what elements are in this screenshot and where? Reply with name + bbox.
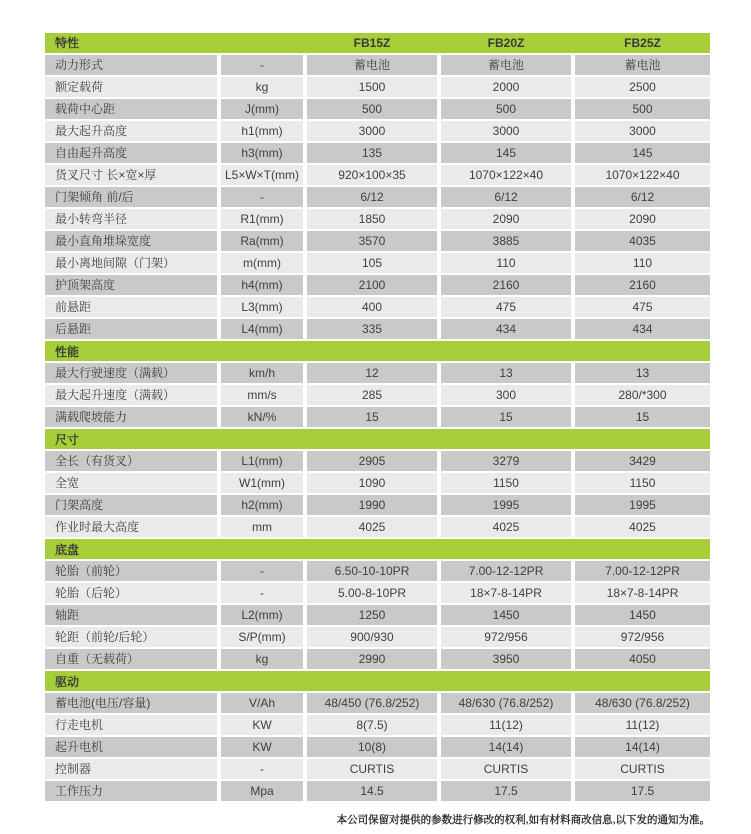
spec-value: 4025 xyxy=(307,517,437,537)
spec-value: 1150 xyxy=(575,473,710,493)
spec-unit: m(mm) xyxy=(221,253,303,273)
spec-unit: KW xyxy=(221,737,303,757)
spec-label: 最大起升高度 xyxy=(45,121,217,141)
spec-value: 2160 xyxy=(441,275,571,295)
table-row xyxy=(45,143,710,163)
spec-label: 最大行驶速度（满载） xyxy=(45,363,217,383)
spec-value: 1995 xyxy=(575,495,710,515)
table-row xyxy=(45,407,710,427)
spec-value: 17.5 xyxy=(575,781,710,801)
spec-unit: Mpa xyxy=(221,781,303,801)
spec-value: 2090 xyxy=(441,209,571,229)
spec-value: 500 xyxy=(575,99,710,119)
spec-value: 15 xyxy=(575,407,710,427)
spec-value: 7.00-12-12PR xyxy=(441,561,571,581)
spec-value: 145 xyxy=(575,143,710,163)
section-header-row: 驱动 xyxy=(45,671,710,691)
spec-unit: V/Ah xyxy=(221,693,303,713)
spec-value: 280/*300 xyxy=(575,385,710,405)
spec-value: 14(14) xyxy=(575,737,710,757)
spec-label: 蓄电池(电压/容量) xyxy=(45,693,217,713)
table-row xyxy=(45,231,710,251)
spec-unit: - xyxy=(221,583,303,603)
spec-value: 3885 xyxy=(441,231,571,251)
spec-value: 1070×122×40 xyxy=(575,165,710,185)
spec-value: 13 xyxy=(441,363,571,383)
spec-value: 972/956 xyxy=(441,627,571,647)
spec-unit: - xyxy=(221,55,303,75)
table-row xyxy=(45,363,710,383)
spec-unit: L3(mm) xyxy=(221,297,303,317)
spec-value: 1150 xyxy=(441,473,571,493)
spec-value: 1250 xyxy=(307,605,437,625)
spec-value: 6/12 xyxy=(307,187,437,207)
table-body xyxy=(45,55,710,801)
spec-label: 行走电机 xyxy=(45,715,217,735)
spec-label: 额定载荷 xyxy=(45,77,217,97)
spec-value: 3000 xyxy=(575,121,710,141)
spec-value: 15 xyxy=(307,407,437,427)
spec-value: 920×100×35 xyxy=(307,165,437,185)
spec-value: 蓄电池 xyxy=(307,55,437,75)
spec-label: 最小转弯半径 xyxy=(45,209,217,229)
table-row xyxy=(45,121,710,141)
table-row xyxy=(45,99,710,119)
spec-unit: J(mm) xyxy=(221,99,303,119)
spec-value: 900/930 xyxy=(307,627,437,647)
spec-value: CURTIS xyxy=(307,759,437,779)
table-row xyxy=(45,187,710,207)
spec-unit: KW xyxy=(221,715,303,735)
spec-label: 最小离地间隙（门架） xyxy=(45,253,217,273)
header-model-fb25z: FB25Z xyxy=(624,36,661,50)
spec-value: 105 xyxy=(307,253,437,273)
spec-label: 自由起升高度 xyxy=(45,143,217,163)
table-row xyxy=(45,473,710,493)
spec-unit: km/h xyxy=(221,363,303,383)
spec-value: 285 xyxy=(307,385,437,405)
spec-value: 2100 xyxy=(307,275,437,295)
spec-value: 500 xyxy=(307,99,437,119)
spec-value: 6/12 xyxy=(441,187,571,207)
spec-value: 18×7-8-14PR xyxy=(575,583,710,603)
spec-value: 6/12 xyxy=(575,187,710,207)
spec-unit: - xyxy=(221,187,303,207)
spec-value: 2990 xyxy=(307,649,437,669)
spec-label: 最小直角堆垛宽度 xyxy=(45,231,217,251)
table-row xyxy=(45,649,710,669)
spec-value: 500 xyxy=(441,99,571,119)
spec-label: 全宽 xyxy=(45,473,217,493)
spec-label: 控制器 xyxy=(45,759,217,779)
spec-value: 4050 xyxy=(575,649,710,669)
spec-value: 475 xyxy=(575,297,710,317)
spec-value: 2000 xyxy=(441,77,571,97)
spec-value: 蓄电池 xyxy=(441,55,571,75)
spec-label: 门架高度 xyxy=(45,495,217,515)
spec-value: 2905 xyxy=(307,451,437,471)
spec-table xyxy=(45,33,710,803)
spec-unit: - xyxy=(221,561,303,581)
spec-label: 全长（有货叉） xyxy=(45,451,217,471)
spec-value: 4025 xyxy=(575,517,710,537)
spec-value: 3279 xyxy=(441,451,571,471)
spec-value: 7.00-12-12PR xyxy=(575,561,710,581)
spec-unit: L4(mm) xyxy=(221,319,303,339)
spec-value: 11(12) xyxy=(441,715,571,735)
table-row xyxy=(45,627,710,647)
spec-unit: h3(mm) xyxy=(221,143,303,163)
spec-value: 1450 xyxy=(575,605,710,625)
spec-label: 轴距 xyxy=(45,605,217,625)
spec-value: 1500 xyxy=(307,77,437,97)
table-row xyxy=(45,715,710,735)
table-row xyxy=(45,781,710,801)
spec-label: 自重（无载荷） xyxy=(45,649,217,669)
spec-value: 2090 xyxy=(575,209,710,229)
table-row xyxy=(45,693,710,713)
spec-value: 972/956 xyxy=(575,627,710,647)
spec-unit: h2(mm) xyxy=(221,495,303,515)
table-row xyxy=(45,209,710,229)
spec-value: 12 xyxy=(307,363,437,383)
table-row xyxy=(45,55,710,75)
spec-value: 335 xyxy=(307,319,437,339)
spec-label: 起升电机 xyxy=(45,737,217,757)
spec-value: 4025 xyxy=(441,517,571,537)
spec-unit: mm/s xyxy=(221,385,303,405)
header-unit-column xyxy=(221,33,303,53)
spec-value: 434 xyxy=(575,319,710,339)
spec-value: 48/450 (76.8/252) xyxy=(307,693,437,713)
spec-value: 11(12) xyxy=(575,715,710,735)
spec-value: 1070×122×40 xyxy=(441,165,571,185)
spec-value: 14(14) xyxy=(441,737,571,757)
spec-label: 载荷中心距 xyxy=(45,99,217,119)
header-model-fb20z: FB20Z xyxy=(487,36,525,50)
spec-value: 1850 xyxy=(307,209,437,229)
spec-value: 4035 xyxy=(575,231,710,251)
spec-value: 10(8) xyxy=(307,737,437,757)
spec-value: 3000 xyxy=(441,121,571,141)
spec-unit: L2(mm) xyxy=(221,605,303,625)
table-row xyxy=(45,275,710,295)
spec-unit: h1(mm) xyxy=(221,121,303,141)
table-row xyxy=(45,517,710,537)
spec-value: 2500 xyxy=(575,77,710,97)
spec-value: 48/630 (76.8/252) xyxy=(441,693,571,713)
table-row xyxy=(45,451,710,471)
spec-unit: h4(mm) xyxy=(221,275,303,295)
spec-unit: L5×W×T(mm) xyxy=(221,165,303,185)
spec-value: 13 xyxy=(575,363,710,383)
table-row xyxy=(45,495,710,515)
footer-disclaimer: 本公司保留对提供的参数进行修改的权利,如有材料商改信息,以下发的通知为准。 xyxy=(336,814,710,826)
table-row xyxy=(45,253,710,273)
spec-unit: kN/% xyxy=(221,407,303,427)
table-header-row xyxy=(45,33,710,53)
header-feature-label: 特性 xyxy=(55,36,80,50)
spec-value: 1990 xyxy=(307,495,437,515)
spec-value: 15 xyxy=(441,407,571,427)
spec-label: 轮胎（后轮） xyxy=(45,583,217,603)
spec-label: 后悬距 xyxy=(45,319,217,339)
table-row xyxy=(45,385,710,405)
table-row xyxy=(45,605,710,625)
table-row xyxy=(45,165,710,185)
table-row xyxy=(45,77,710,97)
spec-label: 前悬距 xyxy=(45,297,217,317)
spec-value: 3570 xyxy=(307,231,437,251)
section-header-row: 性能 xyxy=(45,341,710,361)
spec-unit: R1(mm) xyxy=(221,209,303,229)
spec-label: 动力形式 xyxy=(45,55,217,75)
table-row xyxy=(45,319,710,339)
spec-label: 货叉尺寸 长×宽×厚 xyxy=(45,165,217,185)
spec-value: CURTIS xyxy=(441,759,571,779)
spec-value: 475 xyxy=(441,297,571,317)
spec-unit: S/P(mm) xyxy=(221,627,303,647)
spec-value: CURTIS xyxy=(575,759,710,779)
spec-value: 110 xyxy=(441,253,571,273)
spec-unit: mm xyxy=(221,517,303,537)
spec-label: 轮距（前轮/后轮） xyxy=(45,627,217,647)
spec-value: 6.50-10-10PR xyxy=(307,561,437,581)
table-row xyxy=(45,297,710,317)
spec-label: 工作压力 xyxy=(45,781,217,801)
spec-value: 17.5 xyxy=(441,781,571,801)
spec-value: 300 xyxy=(441,385,571,405)
table-row xyxy=(45,583,710,603)
spec-value: 110 xyxy=(575,253,710,273)
spec-value: 135 xyxy=(307,143,437,163)
spec-value: 蓄电池 xyxy=(575,55,710,75)
spec-label: 护顶架高度 xyxy=(45,275,217,295)
spec-label: 作业时最大高度 xyxy=(45,517,217,537)
spec-unit: kg xyxy=(221,649,303,669)
spec-unit: kg xyxy=(221,77,303,97)
spec-value: 400 xyxy=(307,297,437,317)
spec-value: 1995 xyxy=(441,495,571,515)
section-header-row: 尺寸 xyxy=(45,429,710,449)
spec-label: 门架倾角 前/后 xyxy=(45,187,217,207)
spec-value: 5.00-8-10PR xyxy=(307,583,437,603)
spec-value: 3429 xyxy=(575,451,710,471)
spec-value: 2160 xyxy=(575,275,710,295)
spec-value: 1090 xyxy=(307,473,437,493)
table-row xyxy=(45,759,710,779)
spec-unit: Ra(mm) xyxy=(221,231,303,251)
table-row xyxy=(45,737,710,757)
spec-value: 434 xyxy=(441,319,571,339)
header-model-fb15z: FB15Z xyxy=(353,36,391,50)
spec-label: 满载爬坡能力 xyxy=(45,407,217,427)
spec-label: 轮胎（前轮） xyxy=(45,561,217,581)
spec-value: 1450 xyxy=(441,605,571,625)
spec-unit: L1(mm) xyxy=(221,451,303,471)
spec-value: 14.5 xyxy=(307,781,437,801)
spec-value: 48/630 (76.8/252) xyxy=(575,693,710,713)
spec-value: 8(7.5) xyxy=(307,715,437,735)
spec-value: 3950 xyxy=(441,649,571,669)
spec-unit: W1(mm) xyxy=(221,473,303,493)
spec-unit: - xyxy=(221,759,303,779)
table-row xyxy=(45,561,710,581)
spec-label: 最大起升速度（满载） xyxy=(45,385,217,405)
spec-value: 18×7-8-14PR xyxy=(441,583,571,603)
spec-value: 3000 xyxy=(307,121,437,141)
section-header-row: 底盘 xyxy=(45,539,710,559)
spec-value: 145 xyxy=(441,143,571,163)
